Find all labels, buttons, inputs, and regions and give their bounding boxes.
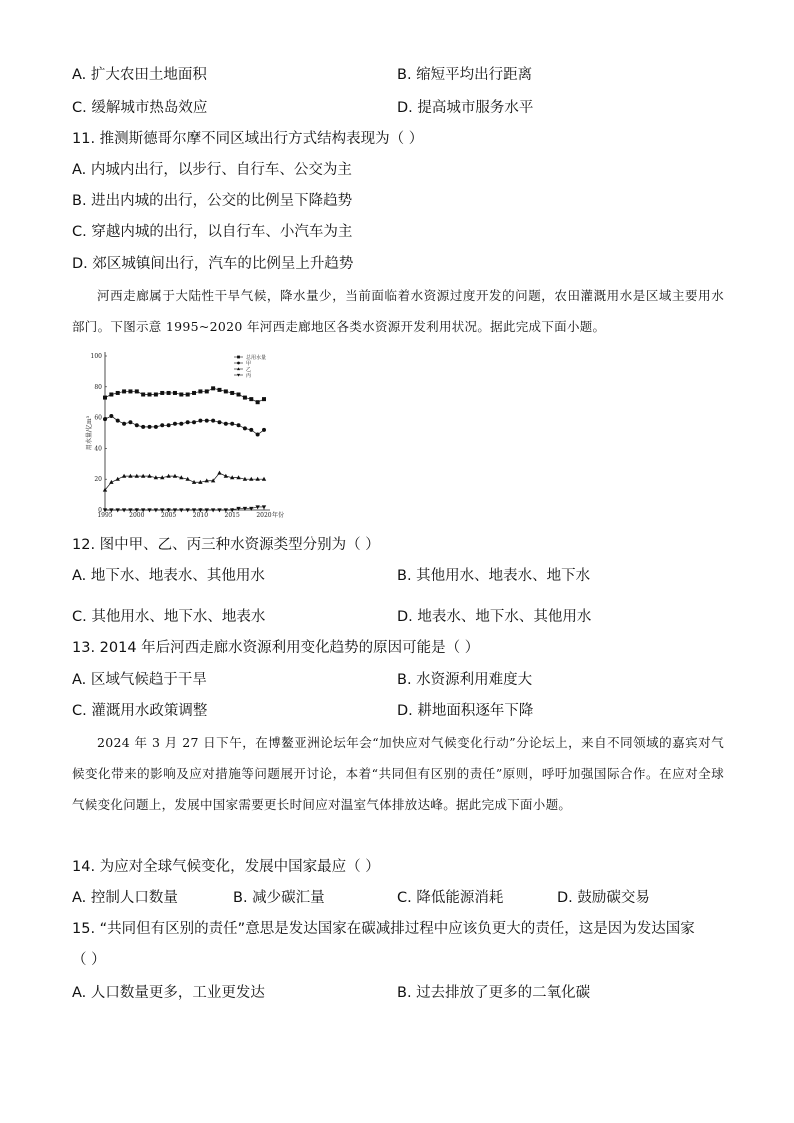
- q10-option-a: A. 扩大农田土地面积: [72, 67, 207, 83]
- x-tick-label: 1995: [97, 512, 113, 519]
- data-point: [148, 393, 152, 397]
- data-point: [128, 389, 132, 393]
- data-point: [122, 389, 126, 393]
- data-point: [179, 393, 183, 397]
- passage-hexi-corridor: 河西走廊属于大陆性干旱气候，降水量少，当前面临着水资源过度开发的问题，农田灌溉用水是区域主要用水部门。下图示意 1995~2020 年河西走廊地区各类水资源开发利用状况。据此完成下面小题。: [72, 288, 724, 334]
- q13-option-c: C. 灌溉用水政策调整: [72, 703, 208, 719]
- data-point: [135, 423, 139, 427]
- q11-stem: 11. 推测斯德哥尔摩不同区域出行方式结构表现为（ ）: [72, 131, 424, 147]
- data-point: [211, 386, 215, 390]
- data-point: [243, 396, 247, 400]
- data-point: [217, 388, 221, 392]
- x-tick-label: 2010: [192, 512, 209, 519]
- data-point: [237, 423, 241, 427]
- data-point: [198, 419, 202, 423]
- data-point: [256, 433, 260, 437]
- q10-option-c: C. 缓解城市热岛效应: [72, 100, 208, 116]
- data-point: [141, 393, 145, 397]
- y-tick-label: 60: [94, 414, 102, 422]
- data-point: [173, 391, 177, 395]
- q14-option-a: A. 控制人口数量: [72, 890, 178, 906]
- data-point: [262, 477, 266, 481]
- x-tick-label: 2020: [256, 512, 272, 519]
- q15-stem: 15. “共同但有区别的责任”意思是发达国家在碳减排过程中应该负更大的责任，这是因为发达国家: [72, 921, 695, 937]
- q13-stem: 13. 2014 年后河西走廊水资源利用变化趋势的原因可能是（ ）: [72, 640, 480, 656]
- data-point: [192, 391, 196, 395]
- legend-marker: [237, 356, 240, 359]
- data-point: [154, 393, 158, 397]
- legend-label: 丙: [246, 372, 252, 379]
- passage-boao-forum: 2024 年 3 月 27 日下午，在博鳌亚洲论坛年会“加快应对气候变化行动”分论坛上，来自不同领域的嘉宾对气候变化带来的影响及应对措施等问题展开讨论，本着“共同但有区别的责任”原则，呼吁加强国际合作。在应对全球气候变化问题上，发展中国家需要更长时间应对温室气体排放达峰。据此完成下面小题。: [72, 735, 724, 812]
- data-point: [122, 422, 126, 426]
- x-axis-label: 年份: [271, 512, 285, 519]
- y-axis-label: 用水量/亿m³: [86, 415, 93, 451]
- q13-option-d: D. 耕地面积逐年下降: [397, 703, 534, 719]
- data-point: [135, 389, 139, 393]
- q11-option-c: C. 穿越内城的出行，以自行车、小汽车为主: [72, 224, 353, 240]
- data-point: [211, 508, 215, 512]
- y-tick-label: 100: [90, 353, 102, 360]
- data-point: [179, 508, 183, 512]
- q12-option-d: D. 地表水、地下水、其他用水: [397, 609, 592, 625]
- q12-stem: 12. 图中甲、乙、丙三种水资源类型分别为（ ）: [72, 537, 380, 553]
- data-point: [249, 397, 253, 401]
- data-point: [147, 508, 151, 512]
- data-point: [116, 419, 120, 423]
- data-point: [256, 400, 260, 404]
- data-point: [109, 414, 113, 418]
- data-point: [198, 389, 202, 393]
- data-point: [205, 478, 209, 482]
- data-point: [103, 396, 107, 400]
- data-point: [262, 397, 266, 401]
- q12-option-a: A. 地下水、地表水、其他用水: [72, 568, 265, 584]
- q11-option-b: B. 进出内城的出行，公交的比例呈下降趋势: [72, 193, 353, 209]
- data-point: [255, 477, 259, 481]
- data-point: [217, 471, 221, 475]
- q14-option-d: D. 鼓励碳交易: [557, 890, 650, 906]
- data-point: [147, 474, 151, 478]
- series-line-3: [105, 473, 264, 490]
- data-point: [205, 389, 209, 393]
- q13-option-b: B. 水资源利用难度大: [397, 672, 533, 688]
- data-point: [141, 425, 145, 429]
- data-point: [205, 419, 209, 423]
- y-tick-label: 0: [98, 507, 102, 514]
- q15-stem-bracket: （ ）: [72, 952, 106, 968]
- q12-option-b: B. 其他用水、地表水、地下水: [397, 568, 591, 584]
- data-point: [154, 425, 158, 429]
- data-point: [128, 420, 132, 424]
- data-point: [211, 419, 215, 423]
- data-point: [179, 422, 183, 426]
- data-point: [160, 391, 164, 395]
- data-point: [217, 508, 221, 512]
- data-point: [128, 474, 132, 478]
- x-tick-label: 2005: [160, 512, 177, 519]
- q10-option-d: D. 提高城市服务水平: [397, 100, 534, 116]
- data-point: [109, 393, 113, 397]
- q11-option-d: D. 郊区城镇间出行，汽车的比例呈上升趋势: [72, 256, 354, 272]
- data-point: [237, 393, 241, 397]
- legend-label: 乙: [246, 366, 252, 373]
- data-point: [249, 477, 253, 481]
- data-point: [116, 508, 120, 512]
- data-point: [243, 426, 247, 430]
- data-point: [167, 391, 171, 395]
- q14-option-c: C. 降低能源消耗: [397, 890, 504, 906]
- q10-option-b: B. 缩短平均出行距离: [397, 67, 533, 83]
- data-point: [154, 508, 158, 512]
- data-point: [135, 474, 139, 478]
- data-point: [217, 420, 221, 424]
- y-tick-label: 80: [94, 383, 102, 391]
- data-point: [173, 422, 177, 426]
- data-point: [249, 428, 253, 432]
- data-point: [230, 422, 234, 426]
- data-point: [141, 474, 145, 478]
- data-point: [148, 425, 152, 429]
- q15-option-a: A. 人口数量更多，工业更发达: [72, 985, 265, 1001]
- q12-option-c: C. 其他用水、地下水、地表水: [72, 609, 266, 625]
- data-point: [185, 508, 189, 512]
- legend-label: 总用水量: [246, 354, 267, 361]
- q15-option-b: B. 过去排放了更多的二氧化碳: [397, 985, 591, 1001]
- legend-label: 甲: [246, 360, 252, 367]
- data-point: [186, 420, 190, 424]
- x-tick-label: 2015: [224, 512, 240, 519]
- q13-option-a: A. 区域气候趋于干旱: [72, 672, 207, 688]
- data-point: [186, 393, 190, 397]
- y-tick-label: 40: [94, 445, 102, 453]
- x-tick-label: 2000: [129, 512, 145, 519]
- data-point: [103, 417, 107, 421]
- water-use-chart: [72, 345, 290, 521]
- y-tick-label: 20: [94, 476, 102, 484]
- data-point: [236, 475, 240, 479]
- q14-option-b: B. 减少碳汇量: [233, 890, 325, 906]
- data-point: [160, 423, 164, 427]
- data-point: [173, 474, 177, 478]
- data-point: [192, 420, 196, 424]
- data-point: [230, 391, 234, 395]
- data-point: [262, 505, 266, 509]
- data-point: [122, 474, 126, 478]
- q11-option-a: A. 内城内出行，以步行、自行车、公交为主: [72, 162, 352, 178]
- water-use-chart-svg: [72, 345, 290, 521]
- data-point: [167, 423, 171, 427]
- q14-stem: 14. 为应对全球气候变化，发展中国家最应（ ）: [72, 859, 380, 875]
- data-point: [116, 391, 120, 395]
- data-point: [224, 422, 228, 426]
- data-point: [166, 474, 170, 478]
- data-point: [262, 428, 266, 432]
- data-point: [122, 508, 126, 512]
- data-point: [224, 389, 228, 393]
- legend-marker: [237, 362, 240, 365]
